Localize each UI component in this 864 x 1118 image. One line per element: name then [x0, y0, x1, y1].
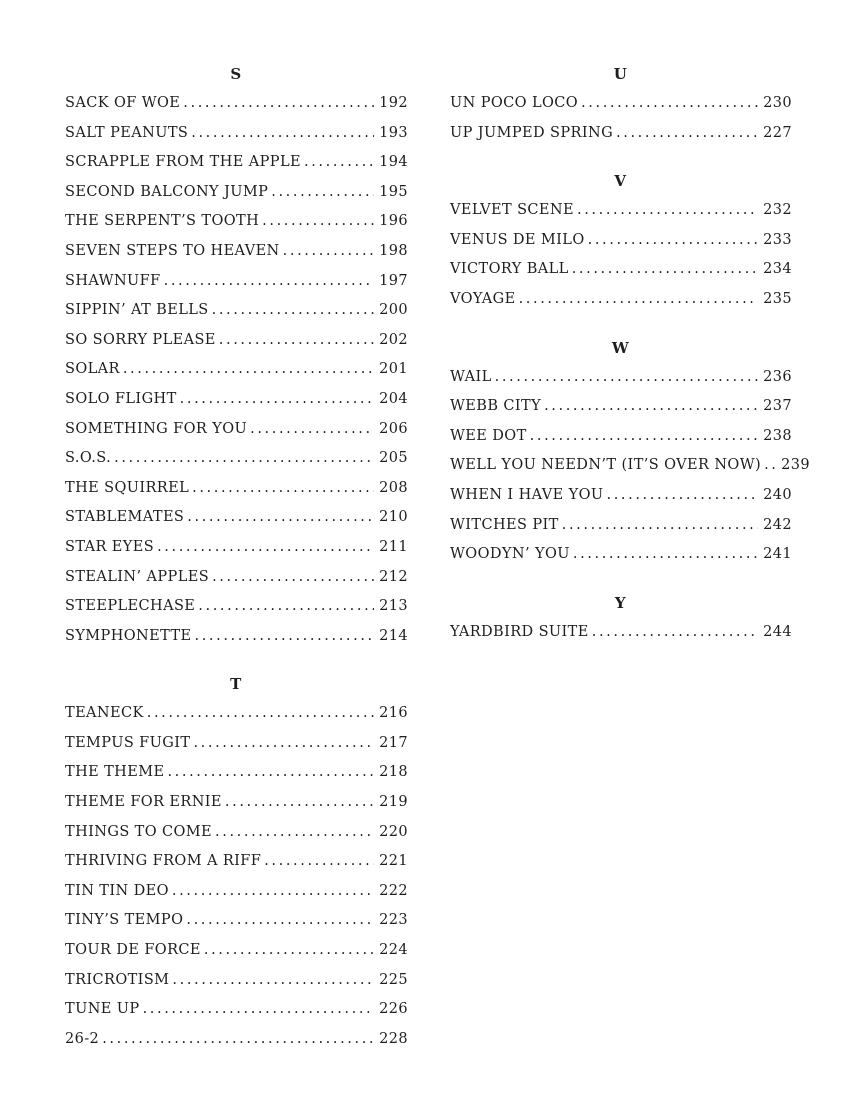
entry-page-number: 204 — [379, 390, 408, 407]
entry-page-number: 241 — [763, 546, 792, 563]
entry-page-number: 192 — [379, 95, 408, 111]
dot-leader — [167, 764, 374, 780]
dot-leader — [250, 421, 374, 437]
dot-leader — [219, 332, 374, 348]
entry-page-number: 219 — [379, 794, 408, 811]
index-entry — [65, 213, 408, 243]
entry-title: SEVEN STEPS TO HEAVEN — [65, 242, 280, 259]
entry-title: TRICROTISM — [65, 971, 170, 988]
index-entry — [65, 912, 408, 942]
index-entry — [65, 794, 408, 824]
entry-title: THE SERPENT’S TOOTH — [65, 213, 260, 230]
entry-page-number: 216 — [379, 705, 408, 722]
dot-leader — [519, 291, 759, 307]
entry-title: SYMPHONETTE — [65, 627, 192, 644]
entry-page-number: 212 — [379, 568, 408, 585]
entry-page-number: 208 — [379, 479, 408, 496]
index-entry — [65, 824, 408, 854]
entry-page-number: 230 — [763, 95, 792, 111]
section-header-u: U — [613, 65, 629, 83]
index-entry — [65, 273, 408, 303]
index-entry — [65, 628, 408, 658]
entry-title: SOLO FLIGHT — [65, 390, 177, 407]
entry-title: TOUR DE FORCE — [65, 942, 201, 959]
entry-title: VOYAGE — [450, 290, 516, 307]
index-entry — [450, 202, 792, 232]
entry-title: VICTORY BALL — [450, 261, 569, 278]
entry-page-number: 213 — [379, 598, 408, 615]
entry-page-number: 238 — [763, 427, 792, 444]
index-entry — [65, 705, 408, 735]
entry-title: WITCHES PIT — [450, 516, 559, 533]
index-entry — [65, 1031, 408, 1061]
index-entry — [65, 735, 408, 765]
entry-page-number: 201 — [379, 361, 408, 378]
dot-leader — [212, 302, 375, 318]
entry-page-number: 242 — [763, 516, 792, 533]
entry-page-number: 197 — [379, 272, 408, 289]
entry-title: TUNE UP — [65, 1001, 140, 1018]
entry-title: STAR EYES — [65, 538, 155, 555]
index-entry — [65, 332, 408, 362]
entry-title: WHEN I HAVE YOU — [450, 486, 604, 503]
dot-leader — [530, 428, 758, 444]
dot-leader — [495, 369, 758, 385]
dot-leader — [562, 517, 758, 533]
entry-title: TINY’S TEMPO — [65, 912, 184, 929]
index-entry — [65, 302, 408, 332]
index-entry — [65, 95, 408, 125]
index-entry — [65, 539, 408, 569]
entry-page-number: 244 — [763, 623, 792, 640]
dot-leader — [204, 942, 374, 958]
index-entry — [450, 517, 792, 547]
index-entry — [65, 598, 408, 628]
entry-title: WEBB CITY — [450, 398, 542, 415]
entry-page-number: 198 — [379, 242, 408, 259]
entry-title: 26-2 — [65, 1030, 100, 1047]
entry-page-number: 223 — [379, 912, 408, 929]
dot-leader — [143, 1001, 375, 1017]
dot-leader — [114, 450, 374, 466]
entry-title: TIN TIN DEO — [65, 882, 169, 899]
entry-page-number: 232 — [763, 202, 792, 219]
index-column-right — [450, 65, 810, 1060]
entry-title: WELL YOU NEEDN’T (IT’S OVER NOW) — [450, 457, 762, 474]
dot-leader — [192, 480, 374, 496]
index-entry — [450, 291, 792, 321]
entry-page-number: 235 — [763, 290, 792, 307]
index-entry — [450, 457, 810, 487]
dot-leader — [225, 794, 374, 810]
entry-page-number: 220 — [379, 823, 408, 840]
index-entry — [65, 569, 408, 599]
entry-page-number: 228 — [379, 1030, 408, 1047]
section-header-t: T — [230, 675, 243, 694]
index-entry — [65, 450, 408, 480]
dot-leader — [102, 1031, 374, 1047]
dot-leader — [183, 95, 374, 111]
index-entry — [65, 853, 408, 883]
dot-leader — [581, 95, 758, 111]
entry-page-number: 217 — [379, 734, 408, 751]
section-header-y: Y — [614, 593, 628, 612]
dot-leader — [573, 546, 758, 562]
index-entry — [65, 883, 408, 913]
dot-leader — [172, 972, 374, 988]
entry-page-number: 221 — [379, 853, 408, 870]
entry-page-number: 237 — [763, 398, 792, 415]
index-entry — [65, 243, 408, 273]
index-entry — [450, 428, 792, 458]
index-column-left — [65, 67, 408, 1060]
dot-leader — [157, 539, 374, 555]
index-entry — [450, 261, 792, 291]
entry-title: SALT PEANUTS — [65, 124, 189, 141]
dot-leader — [164, 273, 375, 289]
entry-title: THRIVING FROM A RIFF — [65, 853, 262, 870]
entry-page-number: 236 — [763, 368, 792, 385]
section-header-v: V — [614, 172, 628, 191]
entry-title: SOMETHING FOR YOU — [65, 420, 248, 437]
index-entry — [65, 942, 408, 972]
entry-page-number: 239 — [781, 457, 810, 474]
entry-title: SOLAR — [65, 361, 120, 378]
index-entry — [65, 184, 408, 214]
entry-page-number: 193 — [379, 124, 408, 141]
dot-leader — [187, 509, 374, 525]
dot-leader — [172, 883, 374, 899]
index-entry — [65, 480, 408, 510]
index-entry — [65, 1001, 408, 1031]
dot-leader — [193, 735, 374, 751]
entry-page-number: 224 — [379, 942, 408, 959]
dot-leader — [195, 628, 375, 644]
entry-title: SCRAPPLE FROM THE APPLE — [65, 154, 301, 171]
dot-leader — [616, 125, 758, 141]
entry-page-number: 218 — [379, 764, 408, 781]
dot-leader — [304, 154, 374, 170]
dot-leader — [215, 824, 374, 840]
index-entry — [450, 369, 792, 399]
entry-page-number: 227 — [763, 124, 792, 141]
entry-page-number: 194 — [379, 154, 408, 171]
entry-page-number: 226 — [379, 1001, 408, 1018]
section-header-w: W — [611, 338, 631, 357]
entry-title: WEE DOT — [450, 427, 527, 444]
dot-leader — [147, 705, 374, 721]
index-entry — [65, 421, 408, 451]
dot-leader — [212, 569, 374, 585]
index-entry — [450, 487, 792, 517]
entry-page-number: 234 — [763, 261, 792, 278]
index-entry — [65, 972, 408, 1002]
entry-title: THINGS TO COME — [65, 823, 213, 840]
dot-leader — [283, 243, 374, 259]
index-entry — [450, 95, 792, 125]
entry-page-number: 210 — [379, 509, 408, 526]
entry-title: UN POCO LOCO — [450, 95, 579, 111]
dot-leader — [764, 457, 776, 473]
entry-title: VENUS DE MILO — [450, 231, 585, 248]
entry-page-number: 196 — [379, 213, 408, 230]
entry-title: WAIL — [450, 368, 492, 385]
entry-title: SECOND BALCONY JUMP — [65, 183, 269, 200]
entry-title: TEANECK — [65, 705, 144, 722]
dot-leader — [544, 398, 758, 414]
entry-title: STABLEMATES — [65, 509, 185, 526]
dot-leader — [123, 361, 374, 377]
index-entry — [450, 125, 792, 155]
dot-leader — [271, 184, 374, 200]
entry-page-number: 195 — [379, 183, 408, 200]
entry-title: SO SORRY PLEASE — [65, 331, 216, 348]
entry-page-number: 202 — [379, 331, 408, 348]
index-entry — [65, 391, 408, 421]
index-entry — [65, 154, 408, 184]
entry-page-number: 214 — [379, 627, 408, 644]
entry-title: S.O.S. — [65, 450, 112, 467]
entry-title: WOODYN’ YOU — [450, 546, 570, 563]
entry-page-number: 206 — [379, 420, 408, 437]
dot-leader — [191, 125, 374, 141]
index-entry — [450, 398, 792, 428]
entry-title: THE THEME — [65, 764, 165, 781]
index-entry — [65, 509, 408, 539]
dot-leader — [180, 391, 374, 407]
section-header-s: S — [230, 65, 243, 83]
dot-leader — [186, 912, 374, 928]
entry-title: SIPPIN’ AT BELLS — [65, 302, 209, 319]
entry-page-number: 225 — [379, 971, 408, 988]
entry-title: TEMPUS FUGIT — [65, 734, 191, 751]
dot-leader — [607, 487, 759, 503]
entry-page-number: 211 — [379, 538, 408, 555]
entry-title: UP JUMPED SPRING — [450, 124, 614, 141]
entry-page-number: 205 — [379, 450, 408, 467]
entry-page-number: 233 — [763, 231, 792, 248]
entry-page-number: 222 — [379, 882, 408, 899]
index-entry — [450, 232, 792, 262]
dot-leader — [592, 624, 758, 640]
index-entry — [65, 764, 408, 794]
entry-page-number: 240 — [763, 486, 792, 503]
entry-title: THE SQUIRREL — [65, 479, 190, 496]
entry-page-number: 200 — [379, 302, 408, 319]
dot-leader — [577, 202, 758, 218]
dot-leader — [264, 853, 374, 869]
entry-title: STEALIN’ APPLES — [65, 568, 210, 585]
dot-leader — [198, 598, 374, 614]
dot-leader — [262, 213, 374, 229]
dot-leader — [572, 261, 758, 277]
index-entry — [65, 361, 408, 391]
entry-title: STEEPLECHASE — [65, 598, 196, 615]
entry-title: YARDBIRD SUITE — [450, 623, 589, 640]
entry-title: SACK OF WOE — [65, 95, 181, 111]
dot-leader — [588, 232, 758, 248]
index-entry — [450, 624, 792, 654]
entry-title: SHAWNUFF — [65, 272, 161, 289]
entry-title: VELVET SCENE — [450, 202, 574, 219]
index-entry — [450, 546, 792, 576]
entry-title: THEME FOR ERNIE — [65, 794, 222, 811]
index-entry — [65, 125, 408, 155]
